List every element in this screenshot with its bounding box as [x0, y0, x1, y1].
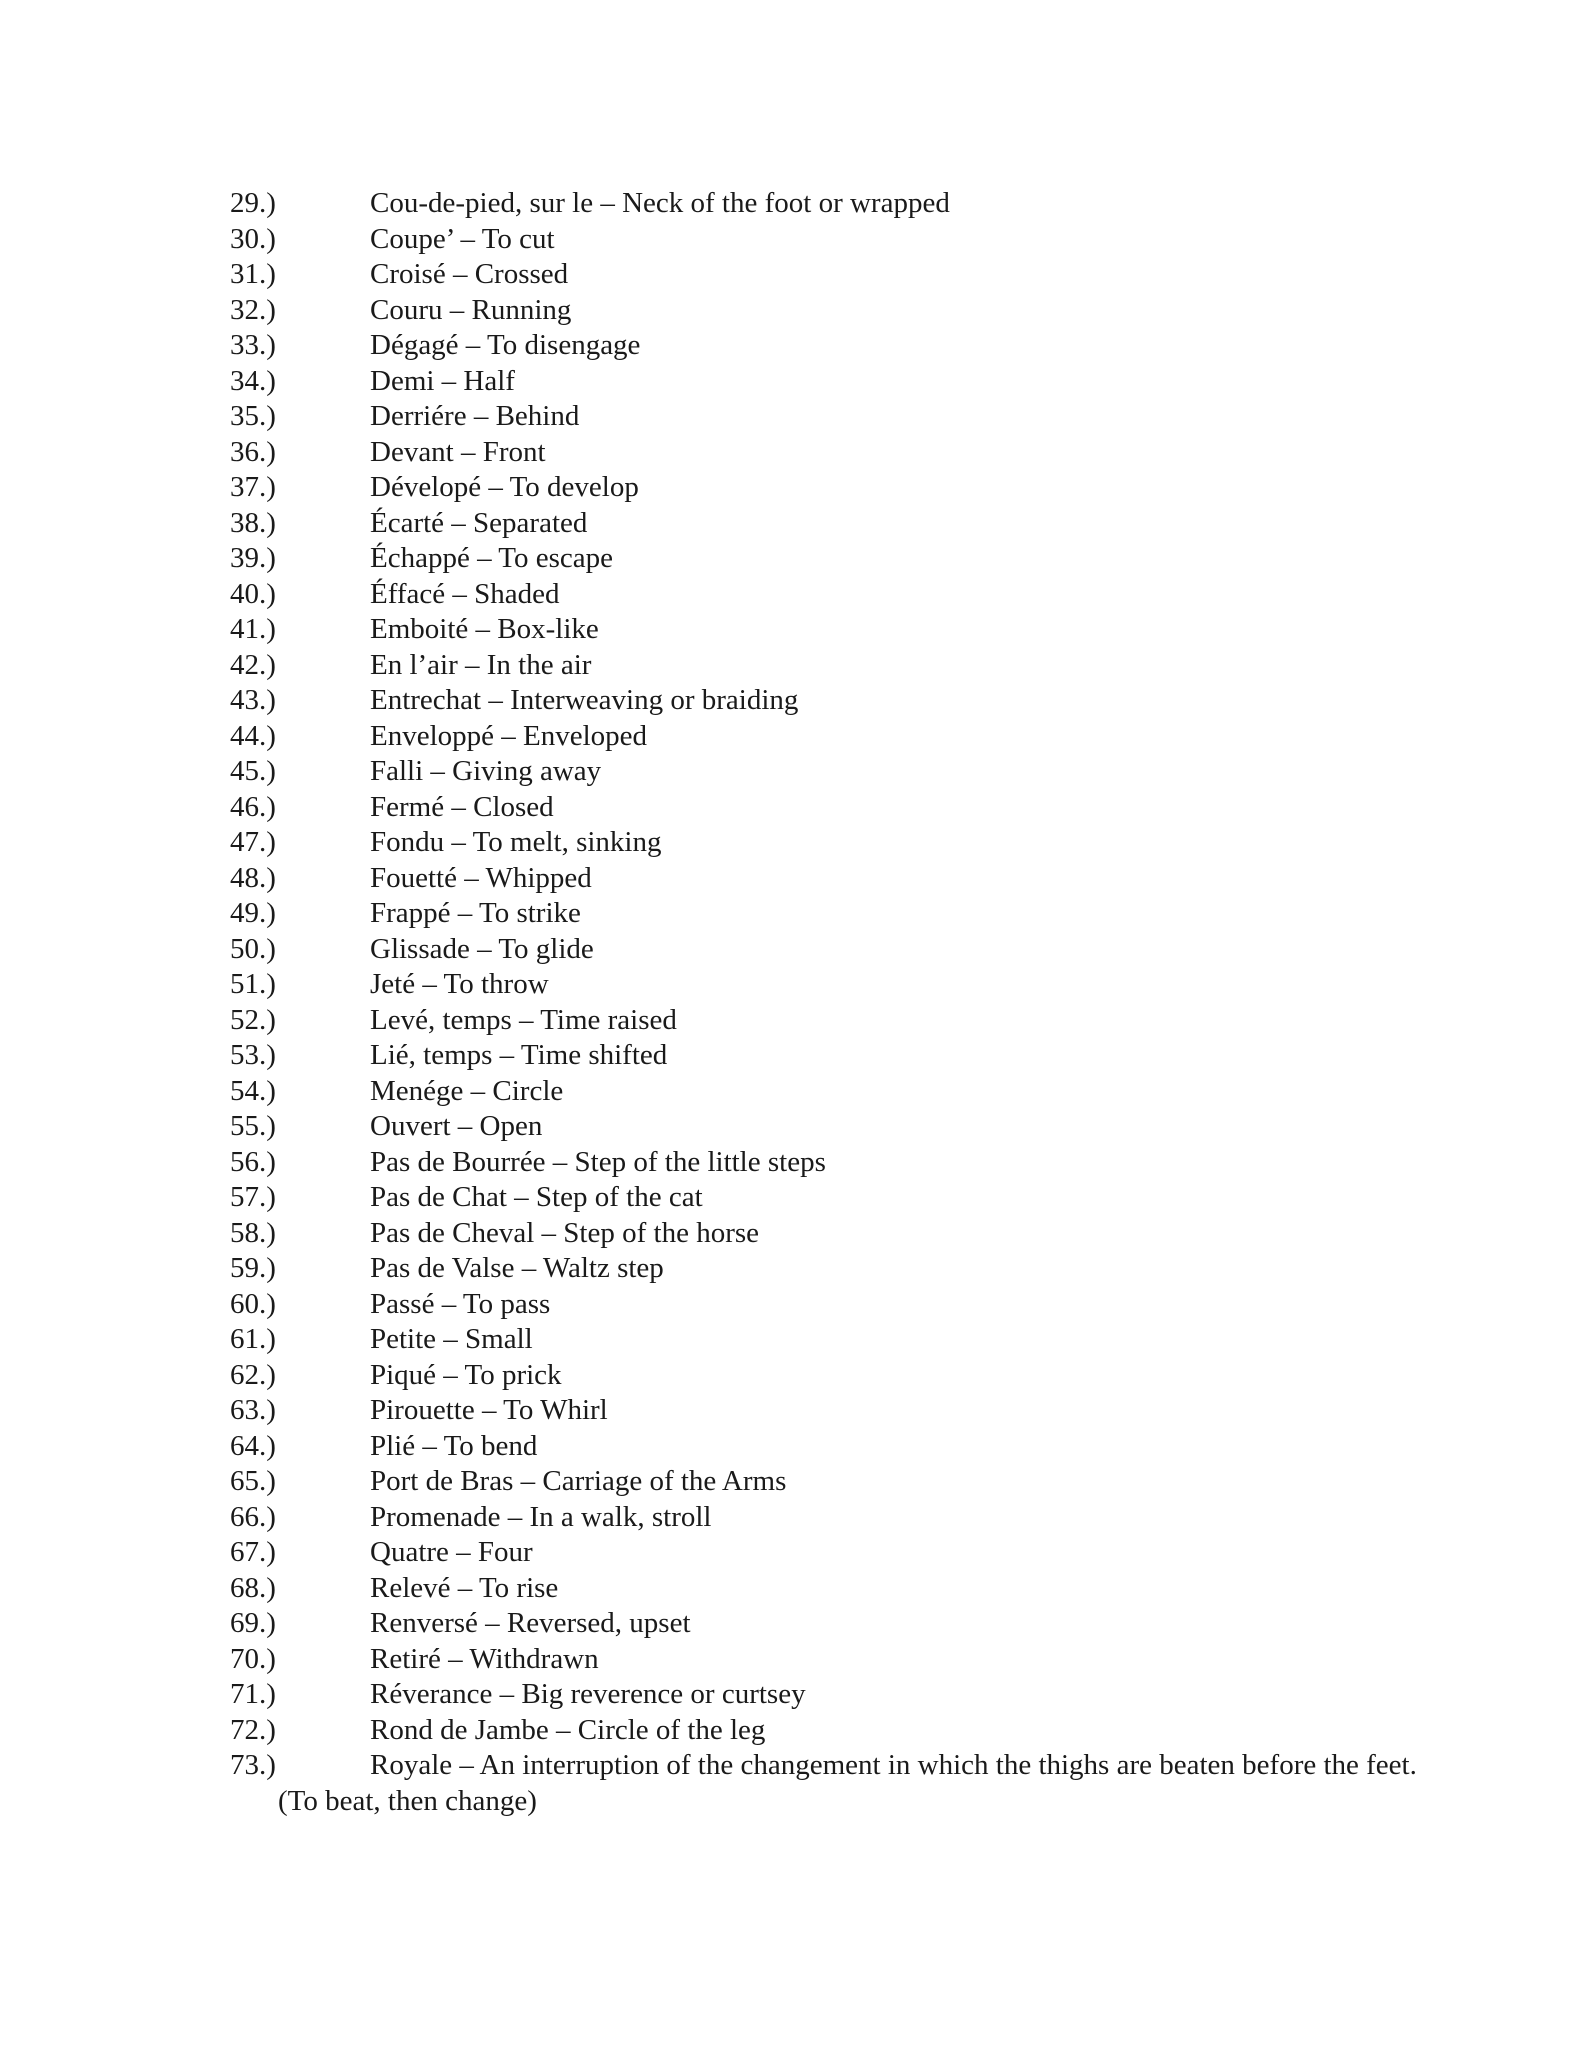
entry-term-definition: Retiré – Withdrawn	[370, 1642, 599, 1675]
entry-number: 44.)	[230, 719, 276, 752]
entry-number: 29.)	[230, 187, 276, 219]
glossary-entry	[230, 1145, 1390, 1181]
glossary-entry	[230, 186, 1390, 222]
glossary-entry	[230, 1464, 1390, 1500]
entry-number: 46.)	[230, 790, 276, 823]
glossary-entry	[230, 1748, 1417, 1819]
glossary-entry	[230, 1322, 1390, 1358]
entry-number: 37.)	[230, 471, 276, 503]
glossary-entry	[230, 1713, 1390, 1749]
glossary-entry	[230, 364, 1390, 400]
entry-number: 71.)	[230, 1678, 276, 1710]
glossary-entry	[230, 293, 1390, 329]
glossary-entry	[230, 1251, 1390, 1287]
entry-term-definition: Menége – Circle	[370, 1074, 564, 1107]
glossary-entry	[230, 967, 1390, 1003]
entry-number: 51.)	[230, 968, 276, 1000]
glossary-entry	[230, 754, 1390, 790]
glossary-entry	[230, 577, 1390, 613]
entry-number: 40.)	[230, 577, 276, 610]
entry-term-definition: Fouetté – Whipped	[370, 861, 592, 894]
entry-number: 58.)	[230, 1216, 276, 1249]
entry-number: 65.)	[230, 1465, 276, 1497]
entry-term-definition: Derriére – Behind	[370, 400, 580, 432]
entry-term-definition: Pas de Chat – Step of the cat	[370, 1181, 703, 1213]
glossary-entry	[230, 506, 1390, 542]
glossary-entry	[230, 1677, 1390, 1713]
entry-term-definition: Entrechat – Interweaving or braiding	[370, 684, 799, 716]
entry-number: 59.)	[230, 1252, 276, 1284]
entry-term-definition: Pas de Valse – Waltz step	[370, 1252, 664, 1284]
entry-number: 35.)	[230, 400, 276, 432]
glossary-entry	[230, 328, 1390, 364]
entry-term-definition: Plié – To bend	[370, 1429, 538, 1462]
entry-term-definition: Pas de Cheval – Step of the horse	[370, 1216, 760, 1249]
entry-number: 34.)	[230, 364, 276, 397]
entry-number: 73.)	[230, 1749, 276, 1781]
entry-term-definition: Promenade – In a walk, stroll	[370, 1500, 712, 1533]
entry-term-definition: Emboité – Box-like	[370, 613, 599, 645]
glossary-entry	[230, 719, 1390, 755]
entry-number: 42.)	[230, 648, 276, 681]
entry-term-definition: Passé – To pass	[370, 1287, 551, 1320]
entry-term-definition: Quatre – Four	[370, 1536, 533, 1568]
entry-number: 39.)	[230, 542, 276, 574]
entry-number: 68.)	[230, 1571, 276, 1604]
glossary-entry	[230, 257, 1390, 293]
entry-term-definition: Coupe’ – To cut	[370, 222, 555, 255]
entry-term-definition: Échappé – To escape	[370, 542, 614, 574]
entry-term-definition: Royale – An interruption of the changement in which the thighs are beaten before the feet. (To beat, then change)	[278, 1749, 1417, 1817]
entry-number: 38.)	[230, 506, 276, 539]
entry-term-definition: Levé, temps – Time raised	[370, 1003, 677, 1036]
entry-number: 67.)	[230, 1536, 276, 1568]
glossary-entry	[230, 825, 1390, 861]
entry-number: 61.)	[230, 1323, 276, 1355]
glossary-entry	[230, 1003, 1390, 1039]
glossary-entry	[230, 1216, 1390, 1252]
entry-number: 55.)	[230, 1110, 276, 1142]
entry-term-definition: Lié, temps – Time shifted	[370, 1039, 668, 1071]
glossary-entry	[230, 1287, 1390, 1323]
entry-term-definition: Relevé – To rise	[370, 1571, 559, 1604]
glossary-entry	[230, 222, 1390, 258]
glossary-entry	[230, 1535, 1390, 1571]
entry-term-definition: Pas de Bourrée – Step of the little steps	[370, 1145, 826, 1178]
entry-term-definition: Croisé – Crossed	[370, 258, 569, 290]
entry-number: 62.)	[230, 1358, 276, 1391]
entry-number: 64.)	[230, 1429, 276, 1462]
entry-term-definition: Port de Bras – Carriage of the Arms	[370, 1465, 787, 1497]
entry-term-definition: Rond de Jambe – Circle of the leg	[370, 1713, 766, 1746]
entry-number: 49.)	[230, 897, 276, 929]
entry-term-definition: Renversé – Reversed, upset	[370, 1607, 691, 1639]
glossary-entry	[230, 541, 1390, 577]
entry-number: 70.)	[230, 1642, 276, 1675]
glossary-entry	[230, 790, 1390, 826]
entry-term-definition: Réverance – Big reverence or curtsey	[370, 1678, 806, 1710]
glossary-entry	[230, 1500, 1390, 1536]
glossary-entry	[230, 1038, 1390, 1074]
entry-number: 54.)	[230, 1074, 276, 1107]
glossary-entry	[230, 1642, 1390, 1678]
glossary-entry	[230, 648, 1390, 684]
entry-number: 33.)	[230, 329, 276, 361]
entry-number: 63.)	[230, 1394, 276, 1426]
entry-number: 36.)	[230, 435, 276, 468]
entry-term-definition: Frappé – To strike	[370, 897, 581, 929]
entry-term-definition: Piqué – To prick	[370, 1358, 562, 1391]
entry-number: 48.)	[230, 861, 276, 894]
entry-term-definition: Éffacé – Shaded	[370, 577, 560, 610]
entry-term-definition: Dégagé – To disengage	[370, 329, 641, 361]
entry-number: 57.)	[230, 1181, 276, 1213]
entry-number: 47.)	[230, 826, 276, 858]
entry-number: 45.)	[230, 755, 276, 787]
entry-number: 53.)	[230, 1039, 276, 1071]
entry-term-definition: Enveloppé – Enveloped	[370, 719, 648, 752]
entry-term-definition: Ouvert – Open	[370, 1110, 543, 1142]
entry-number: 41.)	[230, 613, 276, 645]
entry-term-definition: Écarté – Separated	[370, 506, 588, 539]
entry-number: 56.)	[230, 1145, 276, 1178]
entry-term-definition: Devant – Front	[370, 435, 546, 468]
glossary-entry	[230, 1429, 1390, 1465]
entry-term-definition: Couru – Running	[370, 293, 572, 326]
entry-term-definition: Fermé – Closed	[370, 790, 554, 823]
glossary-entry	[230, 1074, 1390, 1110]
entry-number: 32.)	[230, 293, 276, 326]
glossary-entry	[230, 399, 1390, 435]
entry-number: 43.)	[230, 684, 276, 716]
entry-number: 69.)	[230, 1607, 276, 1639]
glossary-entry	[230, 683, 1390, 719]
entry-term-definition: En l’air – In the air	[370, 648, 592, 681]
glossary-entry	[230, 435, 1390, 471]
glossary-entry	[230, 1571, 1390, 1607]
entry-term-definition: Glissade – To glide	[370, 932, 594, 965]
glossary-entry	[230, 1180, 1390, 1216]
entry-number: 30.)	[230, 222, 276, 255]
glossary-entry	[230, 470, 1390, 506]
entry-term-definition: Falli – Giving away	[370, 755, 602, 787]
entry-number: 52.)	[230, 1003, 276, 1036]
entry-number: 50.)	[230, 932, 276, 965]
entry-term-definition: Fondu – To melt, sinking	[370, 826, 662, 858]
glossary-entry	[230, 1109, 1390, 1145]
entry-number: 31.)	[230, 258, 276, 290]
entry-term-definition: Demi – Half	[370, 364, 515, 397]
entry-number: 72.)	[230, 1713, 276, 1746]
glossary-entry	[230, 896, 1390, 932]
entry-number: 60.)	[230, 1287, 276, 1320]
entry-term-definition: Dévelopé – To develop	[370, 471, 639, 503]
glossary-entry	[230, 1358, 1390, 1394]
ballet-glossary-list	[230, 186, 1417, 1819]
entry-number: 66.)	[230, 1500, 276, 1533]
glossary-entry	[230, 861, 1390, 897]
entry-term-definition: Jeté – To throw	[370, 968, 549, 1000]
entry-term-definition: Pirouette – To Whirl	[370, 1394, 608, 1426]
glossary-entry	[230, 612, 1390, 648]
glossary-entry	[230, 1393, 1390, 1429]
entry-term-definition: Petite – Small	[370, 1323, 533, 1355]
entry-term-definition: Cou-de-pied, sur le – Neck of the foot or wrapped	[370, 187, 950, 219]
glossary-entry	[230, 932, 1390, 968]
glossary-entry	[230, 1606, 1390, 1642]
